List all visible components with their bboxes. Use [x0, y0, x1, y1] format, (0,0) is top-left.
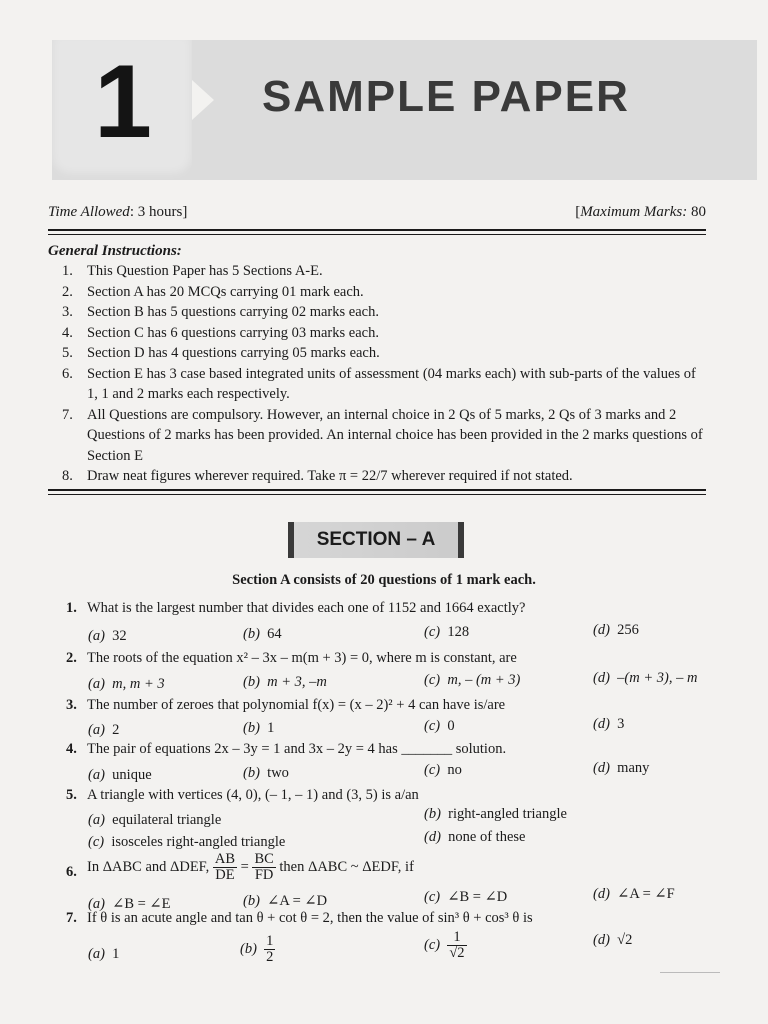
option-a: (a) 2	[88, 722, 120, 738]
list-item: 4. Section C has 6 questions carrying 03 marks each.	[62, 324, 379, 341]
marks-bracket: [	[575, 204, 581, 220]
option-d: (d) √2	[593, 932, 633, 948]
option-a: (a) m, m + 3	[88, 676, 165, 692]
option-d: (d) –(m + 3), – m	[593, 670, 698, 686]
paper-number: 1	[94, 44, 152, 160]
option-d: (d) 256	[593, 622, 639, 638]
maximum-marks	[575, 204, 706, 221]
divider	[660, 972, 720, 973]
list-item: 2. Section A has 20 MCQs carrying 01 mark each.	[62, 283, 364, 300]
divider	[48, 494, 706, 495]
option-c: (c) isosceles right-angled triangle	[88, 834, 286, 850]
list-item: 1. This Question Paper has 5 Sections A-E.	[62, 263, 323, 279]
exam-meta	[48, 204, 706, 221]
option-b: (b) 64	[243, 626, 282, 642]
option-b: (b) ∠A = ∠D	[243, 893, 328, 909]
option-c: (c) $\frac{1}{√2}$	[424, 929, 465, 961]
question-6: 6. In ΔABC and ΔDEF, $\frac{AB}{DE}$ = $\frac{BC}{FD}$ then ΔABC ~ ΔEDF, if	[66, 851, 414, 883]
instructions-list	[62, 261, 706, 487]
option-d: (d) none of these	[424, 829, 526, 845]
time-value: : 3 hours]	[129, 204, 188, 220]
option-b: (b) 1	[243, 720, 275, 736]
section-subtitle: Section A consists of 20 questions of 1 mark each.	[232, 572, 536, 588]
divider	[48, 489, 706, 491]
list-item: 6. Section E has 3 case based integrated units of assessment (04 marks each) with sub-parts of the values of 1, 1 and 2 marks each respectively.	[62, 365, 696, 402]
option-b: (b) right-angled triangle	[424, 806, 567, 822]
option-c: (c) m, – (m + 3)	[424, 672, 521, 688]
arrow-icon	[192, 80, 214, 120]
option-c: (c) 128	[424, 624, 470, 640]
option-d: (d) 3	[593, 716, 625, 732]
option-c: (c) ∠B = ∠D	[424, 889, 508, 905]
time-label: Time Allowed	[48, 204, 130, 220]
list-item: 5. Section D has 4 questions carrying 05 marks each.	[62, 345, 380, 361]
option-a: (a) unique	[88, 767, 152, 783]
marks-value: 80	[687, 204, 706, 220]
fraction-bc-fd: $\frac{BC}{FD}$	[254, 851, 274, 883]
option-c: (c) 0	[424, 718, 455, 734]
option-b: (b) two	[243, 765, 289, 781]
option-d: (d) many	[593, 760, 650, 776]
option-b: (b) m + 3, –m	[243, 674, 327, 690]
list-item: 3. Section B has 5 questions carrying 02 marks each.	[62, 304, 379, 320]
divider	[48, 234, 706, 235]
option-a: (a) 32	[88, 628, 127, 644]
option-a: (a) 1	[88, 946, 120, 962]
marks-label: Maximum Marks:	[580, 204, 688, 220]
list-item: 7. All Questions are compulsory. However, an internal choice in 2 Qs of 5 marks, 2 Qs of 3 marks and 2 Questions of 2 marks has been provided. An internal choice has been provided in the 2 marks questions of Section E	[62, 406, 703, 464]
section-banner: SECTION – A	[288, 522, 464, 558]
option-a: (a) ∠B = ∠E	[88, 896, 171, 912]
time-allowed	[48, 204, 187, 221]
page-title: SAMPLE PAPER	[262, 72, 630, 121]
instructions-title: General Instructions:	[48, 243, 182, 259]
option-a: (a) equilateral triangle	[88, 812, 222, 828]
fraction-ab-de: $\frac{AB}{DE}$	[214, 851, 235, 883]
divider	[48, 229, 706, 231]
list-item: 8. Draw neat figures wherever required. Take π = 22/7 wherever required if not stated.	[62, 468, 573, 484]
option-d: (d) ∠A = ∠F	[593, 886, 675, 902]
option-b: (b) $\frac{1}{2}$	[240, 933, 274, 965]
option-c: (c) no	[424, 762, 462, 778]
